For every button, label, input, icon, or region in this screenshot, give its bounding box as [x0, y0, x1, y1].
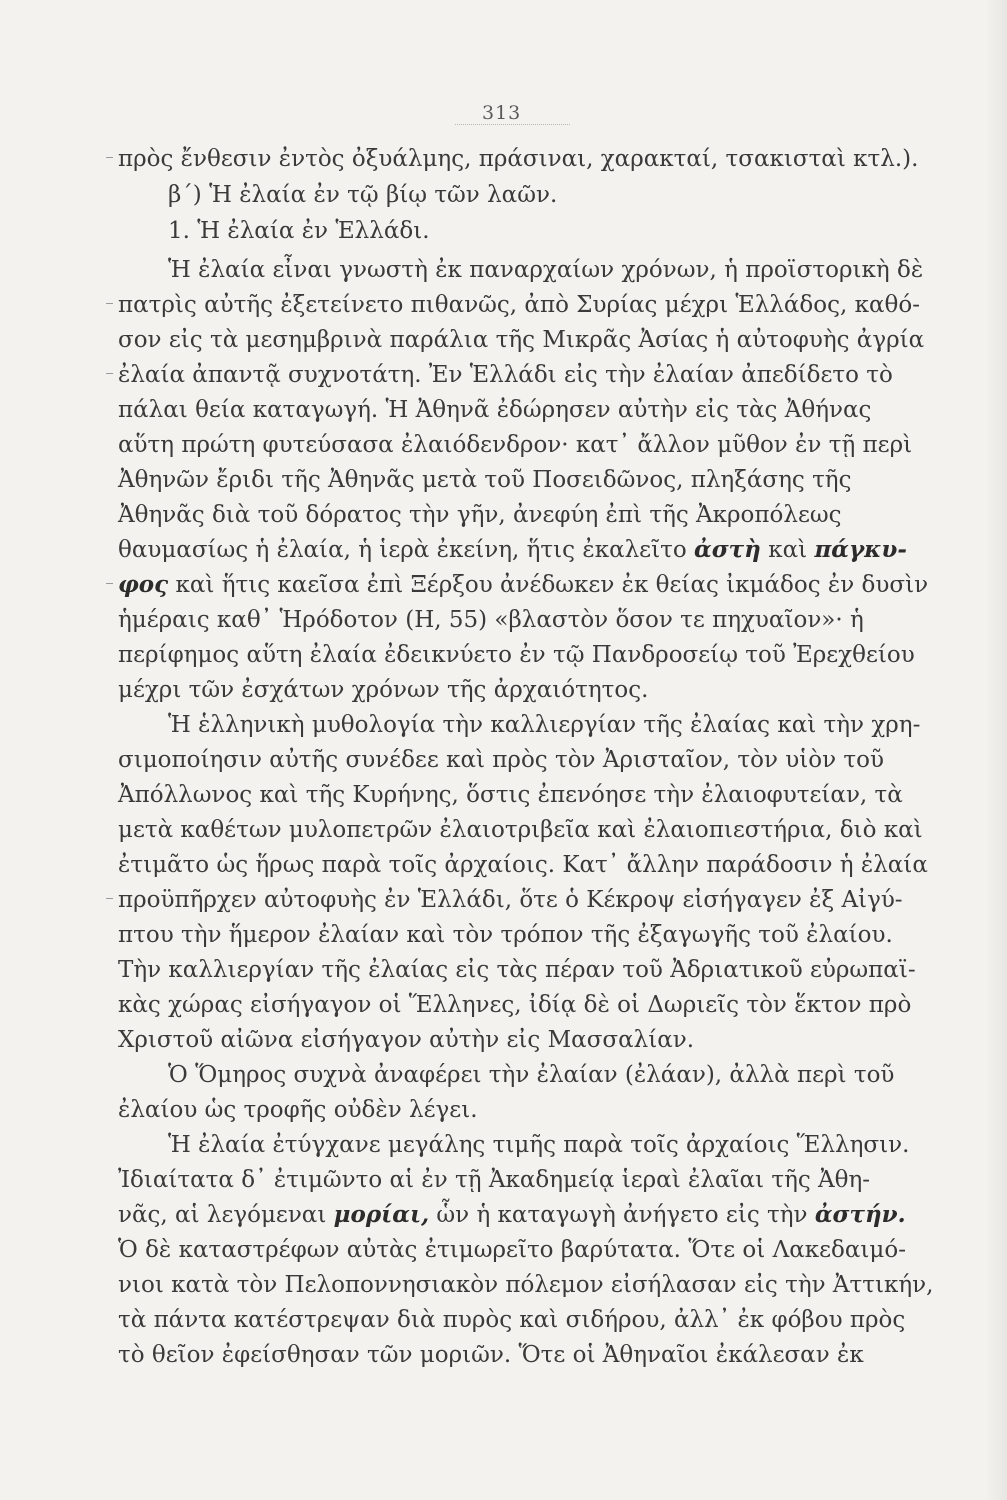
section-heading: β΄) Ἡ ἐλαία ἐν τῷ βίῳ τῶν λαῶν. — [168, 182, 558, 208]
gutter-mark — [106, 303, 113, 304]
text-segment: καὶ ἥτις καεῖσα ἐπὶ Ξέρξου ἀνέδωκεν ἐκ θείας ἰκμάδος ἐν δυσὶν — [175, 572, 929, 598]
text-line-1: πρὸς ἔνθεσιν ἐντὸς ὀξυάλμης, πράσιναι, χαρακταί, τσακισταὶ κτλ.). — [118, 146, 919, 172]
text-segment: καὶ — [768, 537, 808, 563]
text-line-10: Ἀθηνῶν ἔριδι τῆς Ἀθηνᾶς μετὰ τοῦ Ποσειδῶνος, πληξάσης τῆς — [118, 467, 852, 493]
text-line-25: κὰς χώρας εἰσήγαγον οἱ Ἕλληνες, ἰδίᾳ δὲ οἱ Δωριεῖς τὸν ἕκτον πρὸ — [118, 992, 912, 1018]
text-line-17: Ἡ ἑλληνικὴ μυθολογία τὴν καλλιεργίαν τῆς ἐλαίας καὶ τὴν χρη- — [168, 712, 921, 738]
text-line-11: Ἀθηνᾶς διὰ τοῦ δόρατος τὴν γῆν, ἀνεφύη ἐπὶ τῆς Ἀκροπόλεως — [118, 502, 842, 528]
emphasized-term: φος — [118, 571, 169, 598]
text-line-5: πατρὶς αὐτῆς ἐξετείνετο πιθανῶς, ἀπὸ Συρίας μέχρι Ἑλλάδος, καθό- — [118, 292, 921, 318]
text-line-28: ἐλαίου ὡς τροφῆς οὐδὲν λέγει. — [118, 1097, 478, 1123]
text-line-22: προϋπῆρχεν αὐτοφυὴς ἐν Ἑλλάδι, ὅτε ὁ Κέκροψ εἰσήγαγεν ἐξ Αἰγύ- — [118, 887, 903, 913]
gutter-mark — [106, 898, 113, 899]
emphasized-term: ἀστὴ — [694, 536, 761, 563]
text-line-31 — [118, 1200, 906, 1230]
text-line-9: αὕτη πρώτη φυτεύσασα ἐλαιόδενδρον· κατ᾽ ἄλλον μῦθον ἐν τῇ περὶ — [118, 432, 913, 458]
text-line-8: πάλαι θεία καταγωγή. Ἡ Ἀθηνᾶ ἐδώρησεν αὐτὴν εἰς τὰς Ἀθήνας — [118, 397, 872, 423]
text-segment: νᾶς, αἱ λεγόμεναι — [118, 1202, 327, 1228]
text-line-15: περίφημος αὕτη ἐλαία ἐδεικνύετο ἐν τῷ Πανδροσείῳ τοῦ Ἐρεχθείου — [118, 642, 915, 668]
text-line-16: μέχρι τῶν ἐσχάτων χρόνων τῆς ἀρχαιότητος. — [118, 677, 649, 703]
page-edge-shadow — [985, 0, 1007, 1500]
text-segment: θαυμασίως ἡ ἐλαία, ἡ ἱερὰ ἐκείνη, ἥτις ἐκαλεῖτο — [118, 537, 687, 563]
text-line-6: σον εἰς τὰ μεσημβρινὰ παράλια τῆς Μικρᾶς Ἀσίας ἡ αὐτοφυὴς ἀγρία — [118, 327, 925, 353]
gutter-mark — [106, 373, 113, 374]
text-line-12 — [118, 535, 907, 565]
subsection-heading: 1. Ἡ ἐλαία ἐν Ἑλλάδι. — [168, 218, 430, 244]
text-line-18: σιμοποίησιν αὐτῆς συνέδεε καὶ πρὸς τὸν Ἀρισταῖον, τὸν υἱὸν τοῦ — [118, 747, 884, 773]
text-line-27: Ὁ Ὅμηρος συχνὰ ἀναφέρει τὴν ἐλαίαν (ἐλάαν), ἀλλὰ περὶ τοῦ — [168, 1062, 895, 1088]
text-line-19: Ἀπόλλωνος καὶ τῆς Κυρήνης, ὅστις ἐπενόησε τὴν ἐλαιοφυτείαν, τὰ — [118, 782, 903, 808]
text-line-26: Χριστοῦ αἰῶνα εἰσήγαγον αὐτὴν εἰς Μασσαλίαν. — [118, 1027, 695, 1053]
text-line-20: μετὰ καθέτων μυλοπετρῶν ἐλαιοτριβεῖα καὶ ἐλαιοπιεστήρια, διὸ καὶ — [118, 817, 923, 843]
emphasized-term: ἀστήν. — [814, 1201, 906, 1228]
text-line-33: νιοι κατὰ τὸν Πελοποννησιακὸν πόλεμον εἰσήλασαν εἰς τὴν Ἀττικήν, — [118, 1272, 934, 1298]
text-segment: ὧν ἡ καταγωγὴ ἀνήγετο εἰς τὴν — [436, 1202, 808, 1228]
text-line-29: Ἡ ἐλαία ἐτύγχανε μεγάλης τιμῆς παρὰ τοῖς ἀρχαίοις Ἕλλησιν. — [168, 1132, 910, 1158]
text-line-4: Ἡ ἐλαία εἶναι γνωστὴ ἐκ παναρχαίων χρόνων, ἡ προϊστορικὴ δὲ — [168, 257, 924, 283]
text-line-32: Ὁ δὲ καταστρέφων αὐτὰς ἐτιμωρεῖτο βαρύτατα. Ὅτε οἱ Λακεδαιμό- — [118, 1237, 906, 1263]
text-line-35: τὸ θεῖον ἐφείσθησαν τῶν μοριῶν. Ὅτε οἱ Ἀθηναῖοι ἐκάλεσαν ἐκ — [118, 1342, 864, 1368]
text-line-34: τὰ πάντα κατέστρεψαν διὰ πυρὸς καὶ σιδήρου, ἀλλ᾽ ἐκ φόβου πρὸς — [118, 1307, 906, 1333]
text-line-24: Τὴν καλλιεργίαν τῆς ἐλαίας εἰς τὰς πέραν τοῦ Ἀδριατικοῦ εὐρωπαϊ- — [118, 957, 916, 983]
text-line-13 — [118, 570, 928, 600]
gutter-mark — [106, 583, 113, 584]
text-line-30: Ἰδιαίτατα δ᾽ ἐτιμῶντο αἱ ἐν τῇ Ἀκαδημείᾳ ἱεραὶ ἐλαῖαι τῆς Ἀθη- — [118, 1167, 871, 1193]
emphasized-term: πάγκυ- — [814, 536, 907, 563]
gutter-mark — [106, 157, 113, 158]
text-line-21: ἐτιμᾶτο ὡς ἥρως παρὰ τοῖς ἀρχαίοις. Κατ᾽ ἄλλην παράδοσιν ἡ ἐλαία — [118, 852, 928, 878]
text-line-14: ἡμέραις καθ᾽ Ἡρόδοτον (Η, 55) «βλαστὸν ὅσον τε πηχυαῖον»· ἡ — [118, 607, 864, 633]
text-line-7: ἐλαία ἀπαντᾷ συχνοτάτη. Ἐν Ἑλλάδι εἰς τὴν ἐλαίαν ἀπεδίδετο τὸ — [118, 362, 893, 388]
text-line-23: πτου τὴν ἥμερον ἐλαίαν καὶ τὸν τρόπον τῆς ἐξαγωγῆς τοῦ ἐλαίου. — [118, 922, 893, 948]
page-number: 313 — [482, 102, 522, 124]
emphasized-term: μορίαι, — [333, 1201, 430, 1228]
page-number-rule — [455, 124, 570, 125]
